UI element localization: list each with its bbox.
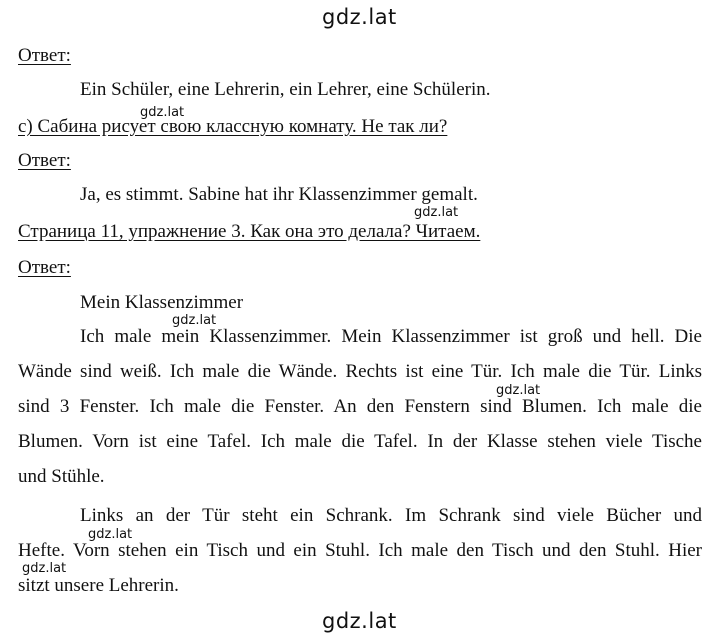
paragraph-line: [18, 361, 702, 383]
paragraph-line-text: Hefte. Vorn stehen ein Tisch und ein Stuhl. Ich male den Tisch und den Stuhl. Hier: [18, 540, 702, 561]
paragraph-line: [18, 396, 702, 418]
watermark-inline: gdz.lat: [22, 561, 67, 576]
text-title: Mein Klassenzimmer: [80, 292, 244, 313]
answer-label: Ответ:: [18, 45, 71, 66]
watermark-inline: gdz.lat: [140, 105, 185, 120]
exercise-heading: Страница 11, упражнение 3. Как она это делала? Читаем.: [18, 221, 481, 242]
paragraph-line-text: Wände sind weiß. Ich male die Wände. Rechts ist eine Tür. Ich male die Tür. Links: [18, 361, 702, 382]
paragraph-line: [80, 505, 702, 527]
question-c: c) Сабина рисует свою классную комнату. Не так ли?: [18, 116, 448, 137]
watermark-top: gdz.lat: [322, 5, 397, 29]
paragraph-line: und Stühle.: [18, 466, 105, 487]
answer-text-c: Ja, es stimmt. Sabine hat ihr Klassenzimmer gemalt.: [80, 184, 478, 205]
answer-text-b: Ein Schüler, eine Lehrerin, ein Lehrer, eine Schülerin.: [80, 79, 491, 100]
answer-label: Ответ:: [18, 150, 71, 171]
watermark-inline: gdz.lat: [172, 313, 217, 328]
answer-label: Ответ:: [18, 257, 71, 278]
watermark-inline: gdz.lat: [414, 205, 459, 220]
paragraph-line: sitzt unsere Lehrerin.: [18, 575, 179, 596]
paragraph-line: [18, 540, 702, 562]
watermark-inline: gdz.lat: [496, 383, 541, 398]
paragraph-line: [80, 326, 702, 348]
paragraph-line: [18, 431, 702, 453]
paragraph-line-text: Links an der Tür steht ein Schrank. Im Schrank sind viele Bücher und: [80, 505, 702, 526]
watermark-inline: gdz.lat: [88, 527, 133, 542]
paragraph-line-text: Blumen. Vorn ist eine Tafel. Ich male die Tafel. In der Klasse stehen viele Tische: [18, 431, 702, 452]
paragraph-line-text: Ich male mein Klassenzimmer. Mein Klassenzimmer ist groß und hell. Die: [80, 326, 702, 347]
paragraph-line-text: sind 3 Fenster. Ich male die Fenster. An den Fenstern sind Blumen. Ich male die: [18, 396, 702, 417]
watermark-bottom: gdz.lat: [322, 609, 397, 633]
